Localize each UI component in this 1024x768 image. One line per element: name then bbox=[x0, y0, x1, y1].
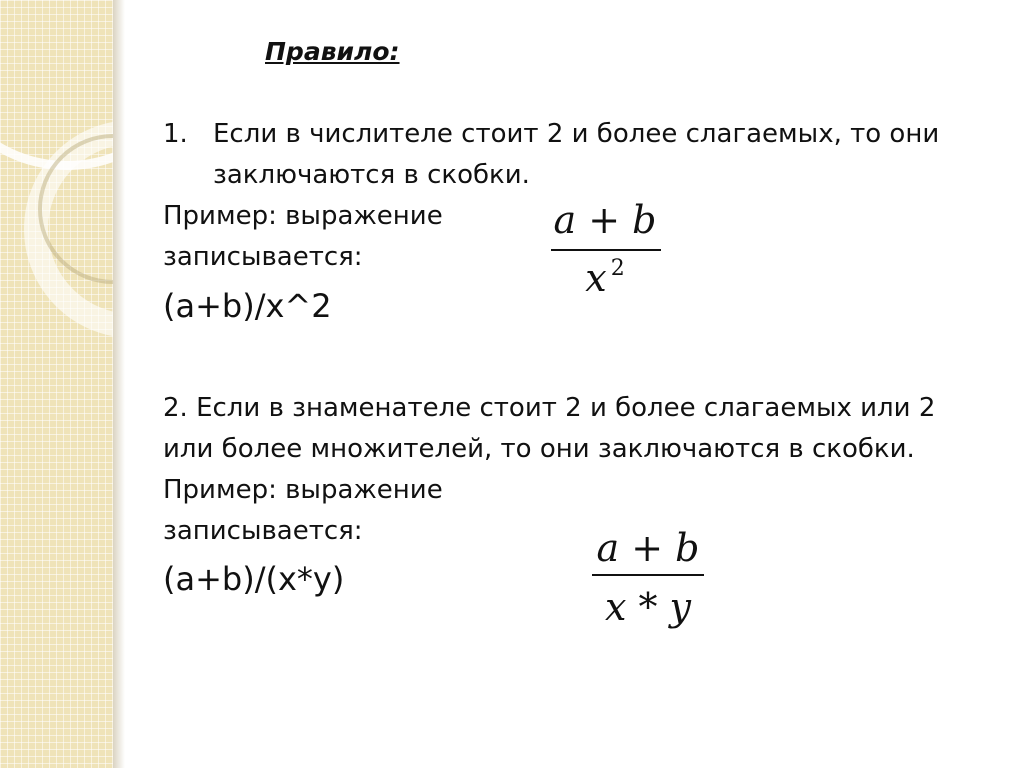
fraction-bar bbox=[551, 249, 661, 251]
rule1-number: 1. bbox=[163, 119, 188, 149]
rule1-fraction bbox=[545, 196, 665, 306]
fraction-bar bbox=[592, 574, 704, 576]
rule1-text-line: Если в числителе стоит 2 и более слагаемых, то они bbox=[213, 119, 940, 149]
rule2-formula-text: (a+b)/(x*y) bbox=[163, 560, 345, 598]
rule2-example-label: записывается: bbox=[163, 516, 363, 546]
fraction-numerator: a + b bbox=[553, 198, 657, 242]
fraction-exponent: 2 bbox=[610, 256, 625, 281]
fraction-denominator: x * y bbox=[604, 585, 692, 629]
fraction-denominator-base: x bbox=[585, 256, 607, 300]
rule1-text-line: заключаются в скобки. bbox=[213, 160, 530, 190]
rule2-text-line: или более множителей, то они заключаются в скобки. bbox=[163, 434, 915, 464]
sidebar-shadow bbox=[113, 0, 125, 768]
rule2-fraction bbox=[588, 524, 708, 634]
rule2-example-label: Пример: выражение bbox=[163, 475, 443, 505]
decorative-sidebar bbox=[0, 0, 113, 768]
rule1-formula-text: (a+b)/x^2 bbox=[163, 287, 332, 325]
rule-title: Правило: bbox=[265, 37, 400, 66]
fraction-numerator: a + b bbox=[596, 526, 700, 570]
rule2-text-line: 2. Если в знаменателе стоит 2 и более слагаемых или 2 bbox=[163, 393, 936, 423]
rule1-example-label: записывается: bbox=[163, 242, 363, 272]
rule1-example-label: Пример: выражение bbox=[163, 201, 443, 231]
fraction-denominator bbox=[545, 256, 665, 307]
